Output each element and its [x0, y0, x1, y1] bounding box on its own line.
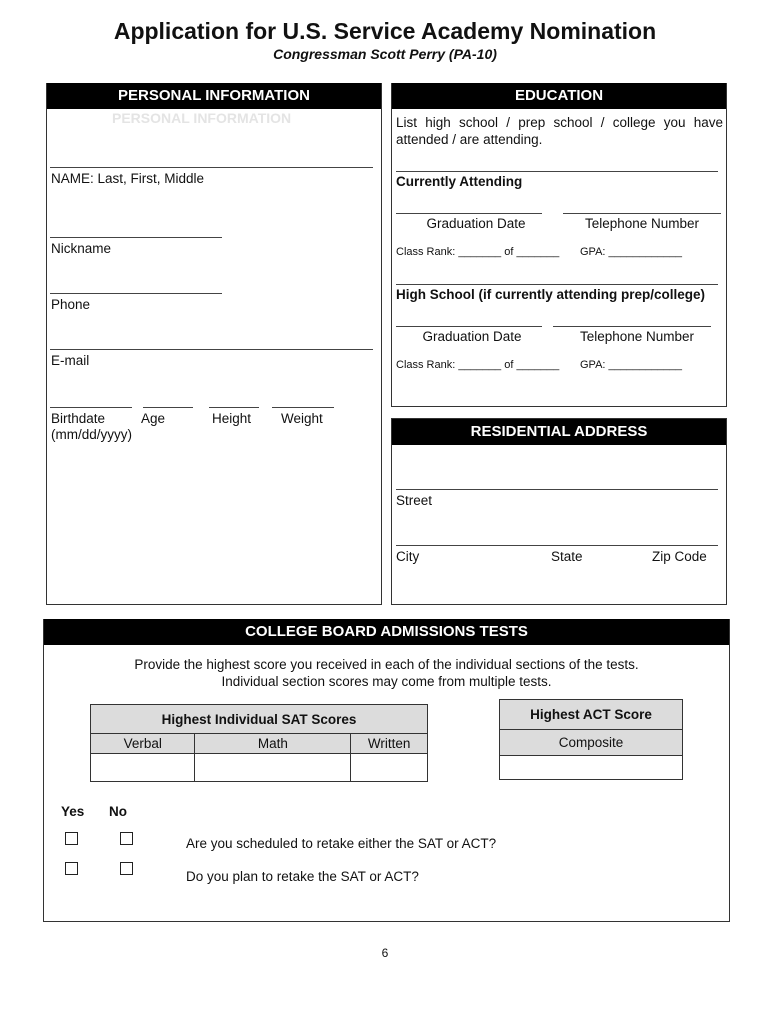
education-instructions: List high school / prep school / college you have attended / are attending. — [396, 115, 723, 147]
height-field[interactable] — [209, 407, 259, 408]
retake-scheduled-question: Are you scheduled to retake either the SAT or ACT? — [186, 836, 497, 851]
sat-written-input[interactable] — [351, 754, 428, 782]
tests-instructions-1: Provide the highest score you received in each of the individual sections of the tests. — [134, 657, 639, 672]
age-label: Age — [141, 411, 166, 426]
name-field[interactable] — [50, 167, 373, 168]
sat-col-math: Math — [195, 734, 351, 754]
act-col-composite: Composite — [500, 730, 683, 756]
birthdate-format: (mm/dd/yyyy) — [51, 427, 132, 442]
birthdate-field[interactable] — [50, 407, 132, 408]
current-gpa: GPA: ____________ — [580, 246, 682, 258]
current-graduation-label: Graduation Date — [426, 216, 526, 231]
no-label: No — [109, 804, 127, 819]
retake-plan-no-checkbox[interactable] — [120, 862, 133, 875]
sat-scores-table — [90, 704, 428, 782]
email-label: E-mail — [51, 353, 90, 368]
highschool-gpa: GPA: ____________ — [580, 359, 682, 371]
current-telephone-field[interactable] — [563, 213, 721, 214]
weight-field[interactable] — [272, 407, 334, 408]
act-composite-input[interactable] — [500, 756, 683, 780]
nickname-field[interactable] — [50, 237, 222, 238]
address-section — [391, 418, 727, 605]
current-telephone-label: Telephone Number — [584, 216, 700, 231]
current-school-field[interactable] — [396, 171, 718, 172]
highschool-graduation-label: Graduation Date — [422, 329, 522, 344]
sat-heading: Highest Individual SAT Scores — [91, 705, 428, 734]
highschool-telephone-field[interactable] — [553, 326, 711, 327]
tests-instructions-2: Individual section scores may come from multiple tests. — [221, 674, 552, 689]
phone-field[interactable] — [50, 293, 222, 294]
age-field[interactable] — [143, 407, 193, 408]
highschool-graduation-field[interactable] — [396, 326, 542, 327]
retake-scheduled-yes-checkbox[interactable] — [65, 832, 78, 845]
city-label: City — [396, 549, 420, 564]
sat-math-input[interactable] — [195, 754, 351, 782]
act-heading: Highest ACT Score — [500, 700, 683, 730]
zip-label: Zip Code — [652, 549, 707, 564]
personal-info-section — [46, 83, 382, 605]
yes-label: Yes — [61, 804, 85, 819]
page-number: 6 — [381, 946, 389, 960]
highschool-class-rank: Class Rank: _______ of _______ — [396, 359, 560, 371]
sat-verbal-input[interactable] — [91, 754, 195, 782]
retake-plan-yes-checkbox[interactable] — [65, 862, 78, 875]
sat-col-written: Written — [351, 734, 428, 754]
name-label: NAME: Last, First, Middle — [51, 171, 205, 186]
personal-info-ghost-heading: PERSONAL INFORMATION — [112, 110, 292, 126]
page-title: Application for U.S. Service Academy Nomination — [113, 18, 657, 44]
current-graduation-field[interactable] — [396, 213, 542, 214]
street-label: Street — [396, 493, 433, 508]
address-heading: RESIDENTIAL ADDRESS — [392, 419, 726, 445]
current-school-label: Currently Attending — [396, 174, 523, 189]
personal-info-heading: PERSONAL INFORMATION — [47, 83, 381, 109]
phone-label: Phone — [51, 297, 91, 312]
retake-scheduled-no-checkbox[interactable] — [120, 832, 133, 845]
height-label: Height — [212, 411, 252, 426]
retake-plan-question: Do you plan to retake the SAT or ACT? — [186, 869, 419, 884]
act-score-table — [499, 699, 683, 780]
weight-label: Weight — [281, 411, 323, 426]
street-field[interactable] — [396, 489, 718, 490]
nickname-label: Nickname — [51, 241, 112, 256]
current-class-rank: Class Rank: _______ of _______ — [396, 246, 560, 258]
email-field[interactable] — [50, 349, 373, 350]
state-label: State — [551, 549, 583, 564]
city-state-zip-field[interactable] — [396, 545, 718, 546]
education-heading: EDUCATION — [392, 83, 726, 109]
sat-col-verbal: Verbal — [91, 734, 195, 754]
highschool-telephone-label: Telephone Number — [579, 329, 695, 344]
birthdate-label: Birthdate — [51, 411, 106, 426]
highschool-field[interactable] — [396, 284, 718, 285]
page-subtitle: Congressman Scott Perry (PA-10) — [273, 46, 497, 62]
highschool-label: High School (if currently attending prep/college) — [396, 287, 706, 302]
tests-heading: COLLEGE BOARD ADMISSIONS TESTS — [44, 619, 729, 645]
